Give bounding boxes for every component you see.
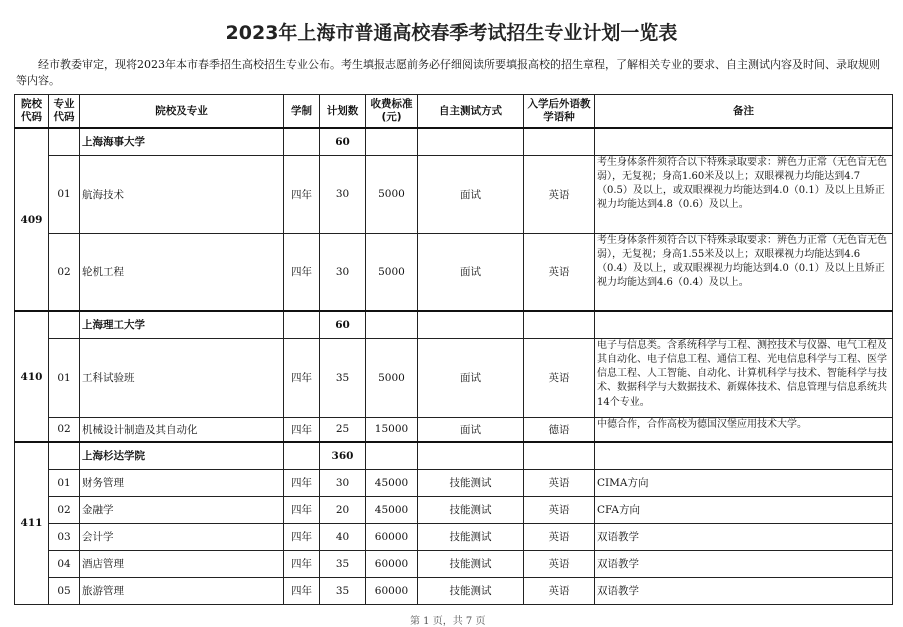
major-language: 英语 [524, 550, 595, 577]
major-code: 03 [49, 523, 80, 550]
major-plan: 35 [320, 577, 366, 604]
major-note: 双语教学 [595, 523, 893, 550]
major-row [15, 577, 893, 604]
major-note: 双语教学 [595, 577, 893, 604]
major-duration: 四年 [284, 338, 320, 417]
table-header-row [15, 95, 893, 129]
major-duration: 四年 [284, 550, 320, 577]
major-language: 英语 [524, 233, 595, 311]
major-plan: 30 [320, 155, 366, 233]
header-notes: 备注 [595, 95, 893, 129]
school-row [15, 311, 893, 338]
major-row [15, 417, 893, 442]
major-note: 双语教学 [595, 550, 893, 577]
major-duration: 四年 [284, 496, 320, 523]
major-plan: 40 [320, 523, 366, 550]
major-duration: 四年 [284, 469, 320, 496]
major-code: 02 [49, 496, 80, 523]
major-test: 面试 [418, 233, 524, 311]
major-note: 考生身体条件须符合以下特殊录取要求：辨色力正常（无色盲无色弱），无复视；身高1.60米及以上；双眼裸视力均能达到4.7（0.5）及以上，或双眼裸视力均能达到4.0（0.1）及以上且矫正视力均能达到4.8（0.6）及以上。 [595, 155, 893, 233]
school-row [15, 442, 893, 469]
school-code: 411 [15, 442, 49, 604]
major-name: 会计学 [80, 523, 284, 550]
major-name: 机械设计制造及其自动化 [80, 417, 284, 442]
major-test: 技能测试 [418, 523, 524, 550]
school-plan: 60 [320, 311, 366, 338]
major-code: 01 [49, 469, 80, 496]
major-fee: 5000 [366, 155, 418, 233]
major-duration: 四年 [284, 233, 320, 311]
enrollment-plan-table [14, 94, 893, 605]
major-plan: 30 [320, 469, 366, 496]
page-title: 2023年上海市普通高校春季考试招生专业计划一览表 [225, 22, 678, 44]
major-name: 轮机工程 [80, 233, 284, 311]
major-language: 英语 [524, 155, 595, 233]
major-code: 02 [49, 417, 80, 442]
school-plan: 60 [320, 128, 366, 155]
major-code: 05 [49, 577, 80, 604]
school-row [15, 128, 893, 155]
major-row [15, 496, 893, 523]
major-fee: 60000 [366, 523, 418, 550]
major-test: 面试 [418, 417, 524, 442]
major-language: 英语 [524, 523, 595, 550]
header-school-code: 院校代码 [15, 95, 49, 129]
major-code: 04 [49, 550, 80, 577]
school-code: 409 [15, 128, 49, 311]
school-plan: 360 [320, 442, 366, 469]
major-duration: 四年 [284, 417, 320, 442]
major-row [15, 233, 893, 311]
major-fee: 45000 [366, 496, 418, 523]
school-name: 上海海事大学 [80, 128, 284, 155]
major-plan: 30 [320, 233, 366, 311]
major-note: 中德合作，合作高校为德国汉堡应用技术大学。 [595, 417, 893, 442]
major-fee: 60000 [366, 550, 418, 577]
major-test: 技能测试 [418, 550, 524, 577]
major-duration: 四年 [284, 155, 320, 233]
major-plan: 25 [320, 417, 366, 442]
major-name: 工科试验班 [80, 338, 284, 417]
major-fee: 5000 [366, 338, 418, 417]
major-language: 英语 [524, 469, 595, 496]
major-name: 金融学 [80, 496, 284, 523]
major-fee: 60000 [366, 577, 418, 604]
major-test: 面试 [418, 155, 524, 233]
major-name: 航海技术 [80, 155, 284, 233]
header-duration: 学制 [284, 95, 320, 129]
major-language: 英语 [524, 496, 595, 523]
header-test: 自主测试方式 [418, 95, 524, 129]
major-name: 旅游管理 [80, 577, 284, 604]
major-fee: 15000 [366, 417, 418, 442]
header-major-code: 专业代码 [49, 95, 80, 129]
intro-paragraph: 经市教委审定，现将2023年本市春季招生高校招生专业公布。考生填报志愿前务必仔细阅读所要填报高校的招生章程，了解相关专业的要求、自主测试内容及时间、录取规则等内容。 [16, 58, 880, 87]
major-note: 电子与信息类。含系统科学与工程、测控技术与仪器、电气工程及其自动化、电子信息工程、通信工程、光电信息科学与工程、医学信息工程、人工智能、自动化、计算机科学与技术、智能科学与技术、数据科学与大数据技术、新媒体技术、信息管理与信息系统共14个专业。 [595, 338, 893, 417]
major-note: CIMA方向 [595, 469, 893, 496]
major-note: 考生身体条件须符合以下特殊录取要求：辨色力正常（无色盲无色弱），无复视；身高1.55米及以上；双眼裸视力均能达到4.6（0.4）及以上，或双眼裸视力均能达到4.0（0.1）及以上且矫正视力均能达到4.6（0.4）及以上。 [595, 233, 893, 311]
major-test: 技能测试 [418, 577, 524, 604]
major-fee: 5000 [366, 233, 418, 311]
header-school-major: 院校及专业 [80, 95, 284, 129]
major-row [15, 155, 893, 233]
major-plan: 35 [320, 550, 366, 577]
major-row [15, 338, 893, 417]
page-footer: 第 1 页，共 7 页 [410, 616, 486, 627]
major-row [15, 469, 893, 496]
major-duration: 四年 [284, 577, 320, 604]
major-plan: 35 [320, 338, 366, 417]
school-code: 410 [15, 311, 49, 442]
major-duration: 四年 [284, 523, 320, 550]
major-language: 英语 [524, 338, 595, 417]
major-plan: 20 [320, 496, 366, 523]
header-plan: 计划数 [320, 95, 366, 129]
major-code: 02 [49, 233, 80, 311]
major-note: CFA方向 [595, 496, 893, 523]
major-test: 技能测试 [418, 496, 524, 523]
major-name: 酒店管理 [80, 550, 284, 577]
major-fee: 45000 [366, 469, 418, 496]
major-test: 面试 [418, 338, 524, 417]
major-code: 01 [49, 155, 80, 233]
major-name: 财务管理 [80, 469, 284, 496]
major-row [15, 550, 893, 577]
header-fee: 收费标准(元) [366, 95, 418, 129]
major-test: 技能测试 [418, 469, 524, 496]
school-name: 上海理工大学 [80, 311, 284, 338]
major-language: 英语 [524, 577, 595, 604]
school-name: 上海杉达学院 [80, 442, 284, 469]
header-language: 入学后外语教学语种 [524, 95, 595, 129]
major-code: 01 [49, 338, 80, 417]
major-language: 德语 [524, 417, 595, 442]
major-row [15, 523, 893, 550]
